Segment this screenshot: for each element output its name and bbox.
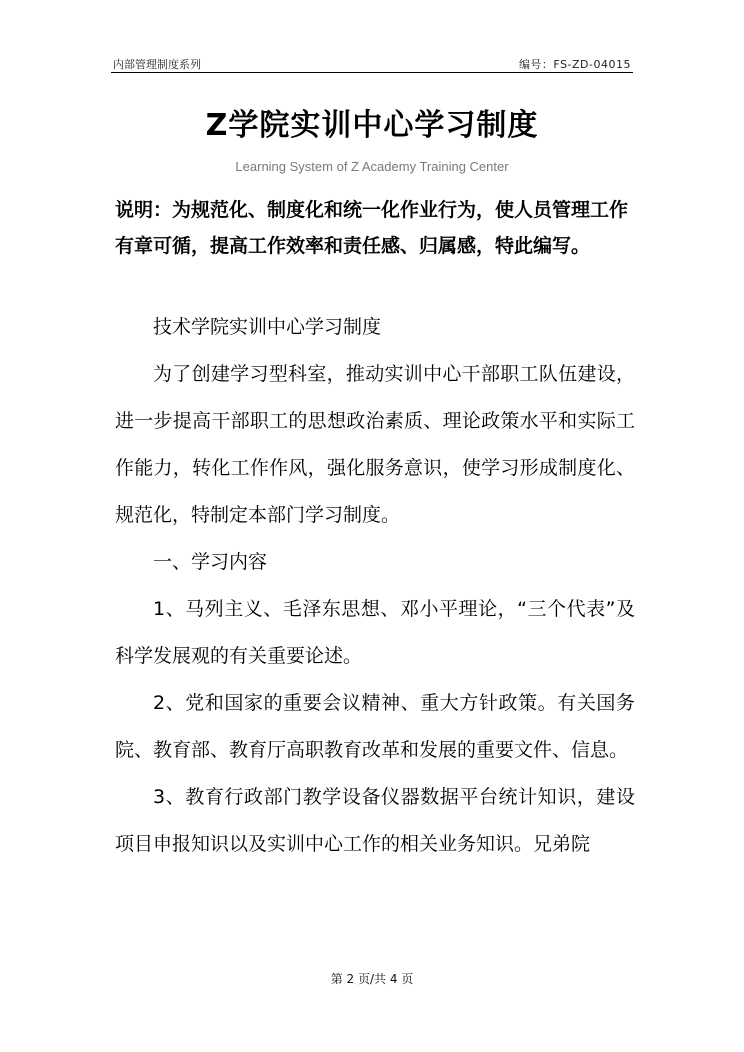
paragraph-item-3: 3、教育行政部门教学设备仪器数据平台统计知识，建设项目申报知识以及实训中心工作的相关业务知识。兄弟院	[115, 786, 635, 855]
paragraph-heading: 技术学院实训中心学习制度	[153, 316, 382, 338]
page-header	[111, 54, 633, 73]
paragraph-purpose: 为了创建学习型科室，推动实训中心干部职工队伍建设，进一步提高干部职工的思想政治素质、理论政策水平和实际工作能力，转化工作作风，强化服务意识，使学习形成制度化、规范化，特制定本部门学习制度。	[115, 363, 635, 526]
document-subtitle: Learning System of Z Academy Training Center	[235, 159, 509, 174]
section-heading-study-content: 一、学习内容	[153, 551, 268, 573]
header-series: 内部管理制度系列	[113, 58, 201, 71]
document-body	[115, 304, 635, 868]
paragraph-item-1: 1、马列主义、毛泽东思想、邓小平理论，“三个代表”及科学发展观的有关重要论述。	[115, 598, 635, 667]
document-note: 说明：为规范化、制度化和统一化作业行为，使人员管理工作有章可循，提高工作效率和责任感、归属感，特此编写。	[115, 199, 629, 257]
page-footer: 第 2 页/共 4 页	[330, 972, 414, 986]
header-code: 编号：FS-ZD-04015	[518, 58, 631, 71]
paragraph-item-2: 2、党和国家的重要会议精神、重大方针政策。有关国务院、教育部、教育厅高职教育改革和发展的重要文件、信息。	[115, 692, 635, 761]
document-title: Z学院实训中心学习制度	[205, 108, 539, 143]
